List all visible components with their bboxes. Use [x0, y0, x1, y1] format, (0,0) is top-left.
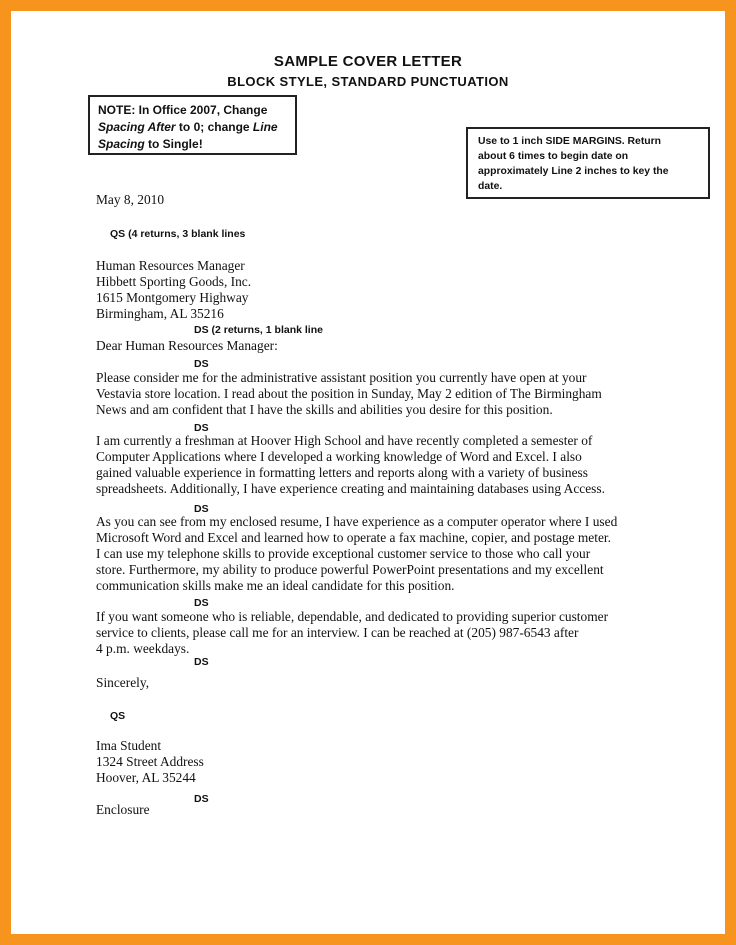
note-em-spacing: Spacing: [98, 137, 145, 151]
inside-address-line: 1615 Montgomery Highway: [96, 290, 249, 305]
paragraph-line: Please consider me for the administrative assistant position you currently have open at your: [96, 370, 587, 385]
signature-block: [96, 738, 204, 786]
qs-mark-closing: QS: [110, 710, 126, 722]
margin-note-line: Use to 1 inch SIDE MARGINS. Return: [478, 136, 662, 147]
paragraph-line: I am currently a freshman at Hoover High School and have recently completed a semester of: [96, 433, 593, 448]
margin-note-line: about 6 times to begin date on: [478, 151, 629, 162]
note-line-3: [98, 136, 287, 153]
paragraph-line: I can use my telephone skills to provide exceptional customer service to those who call your: [96, 546, 591, 561]
ds-mark-address: DS (2 returns, 1 blank line: [194, 324, 323, 336]
inside-address: [96, 258, 251, 322]
inside-address-line: Human Resources Manager: [96, 258, 245, 273]
ds-mark-paragraph-2: DS: [194, 503, 209, 515]
note-line-2-text: to 0; change: [175, 120, 253, 134]
margin-note-box: [466, 127, 710, 199]
body-paragraph-1: [96, 370, 602, 418]
note-line-1: NOTE: In Office 2007, Change: [98, 103, 268, 117]
signature-line: Hoover, AL 35244: [96, 770, 196, 785]
salutation: Dear Human Resources Manager:: [96, 338, 278, 353]
paragraph-line: If you want someone who is reliable, dependable, and dedicated to providing superior customer: [96, 609, 609, 624]
letter-title: SAMPLE COVER LETTER: [273, 53, 463, 70]
paragraph-line: gained valuable experience in formatting letters and reports along with a variety of business: [96, 465, 588, 480]
ds-mark-salutation: DS: [194, 358, 209, 370]
paragraph-line: Microsoft Word and Excel and learned how to operate a fax machine, copier, and postage meter.: [96, 530, 611, 545]
body-paragraph-2: [96, 433, 605, 497]
ds-mark-paragraph-3: DS: [194, 597, 209, 609]
signature-line: 1324 Street Address: [96, 754, 204, 769]
paragraph-line: spreadsheets. Additionally, I have experience creating and maintaining databases using Access.: [96, 481, 605, 496]
paragraph-line: 4 p.m. weekdays.: [96, 641, 190, 656]
body-paragraph-4: [96, 609, 608, 657]
paragraph-line: store. Furthermore, my ability to produce powerful PowerPoint presentations and my excellent: [96, 562, 604, 577]
note-line-2: [98, 119, 287, 136]
inside-address-line: Birmingham, AL 35216: [96, 306, 224, 321]
signature-line: Ima Student: [96, 738, 162, 753]
margin-note-line: date.: [478, 181, 503, 192]
note-line-3-text: to Single!: [144, 137, 203, 151]
margin-note-line: approximately Line 2 inches to key the: [478, 166, 669, 177]
ds-mark-signature: DS: [194, 793, 209, 805]
ds-mark-paragraph-4: DS: [194, 656, 209, 668]
note-em-line: Line: [252, 120, 278, 134]
paragraph-line: As you can see from my enclosed resume, I have experience as a computer operator where I used: [96, 514, 618, 529]
enclosure-notation: Enclosure: [96, 802, 150, 817]
paragraph-line: service to clients, please call me for an interview. I can be reached at (205) 987-6543 after: [96, 625, 579, 640]
inside-address-line: Hibbett Sporting Goods, Inc.: [96, 274, 252, 289]
office-note-box: [88, 95, 297, 155]
note-em-spacing-after: Spacing After: [98, 120, 176, 134]
paragraph-line: News and am confident that I have the skills and abilities you desire for this position.: [96, 402, 553, 417]
ds-mark-paragraph-1: DS: [194, 422, 209, 434]
paragraph-line: Vestavia store location. I read about the position in Sunday, May 2 edition of The Birmingham: [96, 386, 602, 401]
paragraph-line: Computer Applications where I developed a working knowledge of Word and Excel. I also: [96, 449, 582, 464]
qs-mark-date: QS (4 returns, 3 blank lines: [110, 228, 246, 240]
closing: Sincerely,: [96, 675, 150, 690]
body-paragraph-3: [96, 514, 617, 594]
letter-subtitle: BLOCK STYLE, STANDARD PUNCTUATION: [227, 74, 509, 89]
letter-date: May 8, 2010: [96, 192, 165, 207]
paragraph-line: communication skills make me an ideal candidate for this position.: [96, 578, 455, 593]
